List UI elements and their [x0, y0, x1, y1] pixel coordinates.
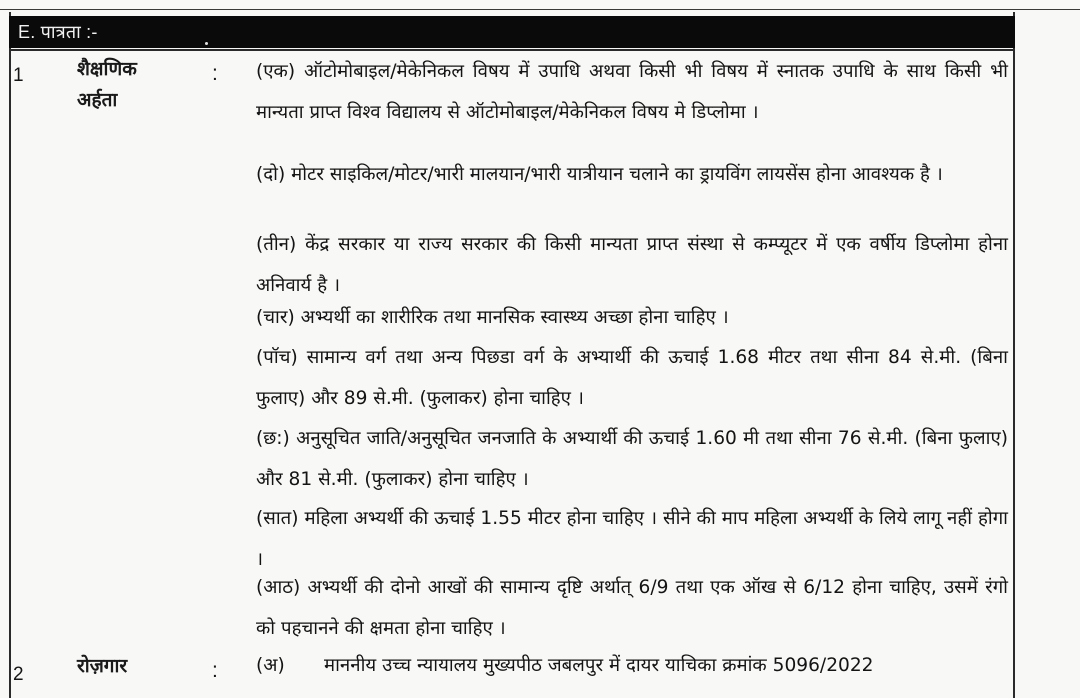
row-label-2: रोज़गार [77, 655, 128, 677]
table-right-border [1013, 12, 1015, 698]
section-title: E. पात्रता :- [18, 22, 98, 42]
eligibility-item-2: (दो) मोटर साइकिल/मोटर/भारी मालयान/भारी यात्रीयान चलाने का ड्रायविंग लायसेंस होना आवश्यक है । [256, 164, 943, 185]
row-label-line-2: अर्हता [77, 89, 118, 111]
row-2-item [256, 650, 1016, 682]
eligibility-item-1: (एक) ऑटोमोबाइल/मेकेनिकल विषय में उपाधि अथवा किसी भी विषय में स्नातक उपाधि के साथ किसी भी मान्यता प्राप्त विश्व विद्यालय से ऑटोमोबाइल/मेकेनिकल विषय मे डिप्लोमा । [256, 61, 1008, 123]
eligibility-item-7: (सात) महिला अभ्यर्थी की ऊचाई 1.55 मीटर होना चाहिए । सीने की माप महिला अभ्यर्थी के लिये लागू नहीं होगा । [256, 508, 1008, 570]
eligibility-item-6: (छ:) अनुसूचित जाति/अनुसूचित जनजाति के अभ्यार्थी की ऊचाई 1.60 मी तथा सीना 76 से.मी. (बिना फुलाए) और 81 से.मी. (फुलाकर) होना चाहिए । [256, 428, 1008, 490]
scan-speck [205, 42, 208, 45]
row-number-2: 2 [13, 664, 24, 685]
eligibility-item-3: (तीन) केंद्र सरकार या राज्य सरकार की किसी मान्यता प्राप्त संस्था से कम्प्यूटर में एक वर्षीय डिप्लोमा होना अनिवार्य है । [256, 234, 1008, 296]
row-colon-2: : [212, 659, 218, 682]
table-left-border [9, 12, 11, 698]
row-2-text: माननीय उच्च न्यायालय मुख्यपीठ जबलपुर में दायर याचिका क्रमांक 5096/2022 [324, 655, 874, 676]
row-number: 1 [13, 65, 24, 86]
row-2-marker: (अ) [256, 655, 285, 676]
eligibility-item-4: (चार) अभ्यर्थी का शारीरिक तथा मानसिक स्वास्थ्य अच्छा होना चाहिए । [256, 307, 729, 328]
row-colon: : [212, 62, 218, 85]
row-label: शैक्षणिक [77, 58, 137, 80]
eligibility-item-8: (आठ) अभ्यर्थी की दोनो आखों की सामान्य दृष्टि अर्थात् 6/9 तथा एक ऑख से 6/12 होना चाहिए, उसमें रंगो को पहचानने की क्षमता होना चाहिए । [256, 577, 1008, 639]
top-border [0, 0, 1080, 10]
eligibility-item-5: (पॉच) सामान्य वर्ग तथा अन्य पिछडा वर्ग के अभ्यार्थी की ऊचाई 1.68 मीटर तथा सीना 84 से.मी. (बिना फुलाए) और 89 से.मी. (फुलाकर) होना चाहिए । [256, 347, 1008, 409]
section-header-bar [9, 16, 1015, 48]
